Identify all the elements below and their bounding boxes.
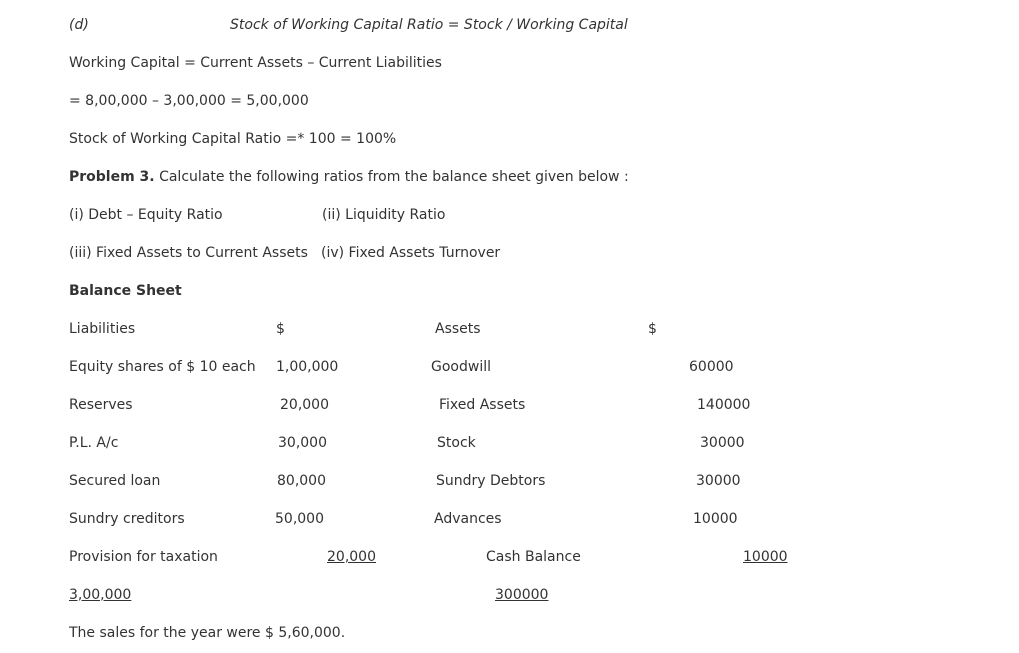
asset-amount: 30000	[696, 473, 741, 489]
stock-ratio-result: Stock of Working Capital Ratio =* 100 = 100%	[69, 131, 397, 147]
assets-header: Assets	[435, 321, 481, 337]
asset-amount: 10000	[743, 549, 788, 565]
formula-expression: Stock of Working Capital Ratio = Stock / Working Capital	[230, 17, 628, 33]
liability-name: Sundry creditors	[69, 511, 185, 527]
liability-name: Reserves	[69, 397, 133, 413]
liability-amount: 20,000	[280, 397, 329, 413]
asset-name: Advances	[434, 511, 502, 527]
assets-currency-header: $	[648, 321, 657, 337]
liability-amount: 80,000	[277, 473, 326, 489]
problem-label: Problem 3.	[69, 169, 155, 185]
asset-amount: 30000	[700, 435, 745, 451]
liabilities-total: 3,00,000	[69, 587, 132, 603]
ratio-item-1: (i) Debt – Equity Ratio	[69, 207, 223, 223]
liability-amount: 20,000	[327, 549, 376, 565]
liability-name: P.L. A/c	[69, 435, 119, 451]
liabilities-currency-header: $	[276, 321, 285, 337]
asset-name: Goodwill	[431, 359, 491, 375]
working-capital-definition: Working Capital = Current Assets – Current Liabilities	[69, 55, 442, 71]
ratio-item-3: (iii) Fixed Assets to Current Assets	[69, 245, 308, 261]
formula-label: (d)	[69, 17, 89, 33]
liabilities-header: Liabilities	[69, 321, 136, 337]
asset-name: Sundry Debtors	[436, 473, 546, 489]
assets-total: 300000	[495, 587, 549, 603]
asset-name: Stock	[437, 435, 476, 451]
asset-name: Fixed Assets	[439, 397, 526, 413]
ratio-item-4: (iv) Fixed Assets Turnover	[321, 245, 501, 261]
sales-note: The sales for the year were $ 5,60,000.	[69, 625, 346, 641]
problem-text: Calculate the following ratios from the balance sheet given below :	[154, 169, 629, 185]
working-capital-calculation: = 8,00,000 – 3,00,000 = 5,00,000	[69, 93, 309, 109]
problem-statement	[69, 168, 629, 186]
liability-amount: 50,000	[275, 511, 324, 527]
asset-amount: 10000	[693, 511, 738, 527]
liability-name: Provision for taxation	[69, 549, 218, 565]
ratio-item-2: (ii) Liquidity Ratio	[322, 207, 446, 223]
liability-amount: 30,000	[278, 435, 327, 451]
liability-amount: 1,00,000	[276, 359, 339, 375]
liability-name: Secured loan	[69, 473, 161, 489]
balance-sheet-title: Balance Sheet	[69, 283, 182, 299]
asset-amount: 140000	[697, 397, 751, 413]
liability-name: Equity shares of $ 10 each	[69, 359, 256, 375]
asset-amount: 60000	[689, 359, 734, 375]
asset-name: Cash Balance	[486, 549, 581, 565]
